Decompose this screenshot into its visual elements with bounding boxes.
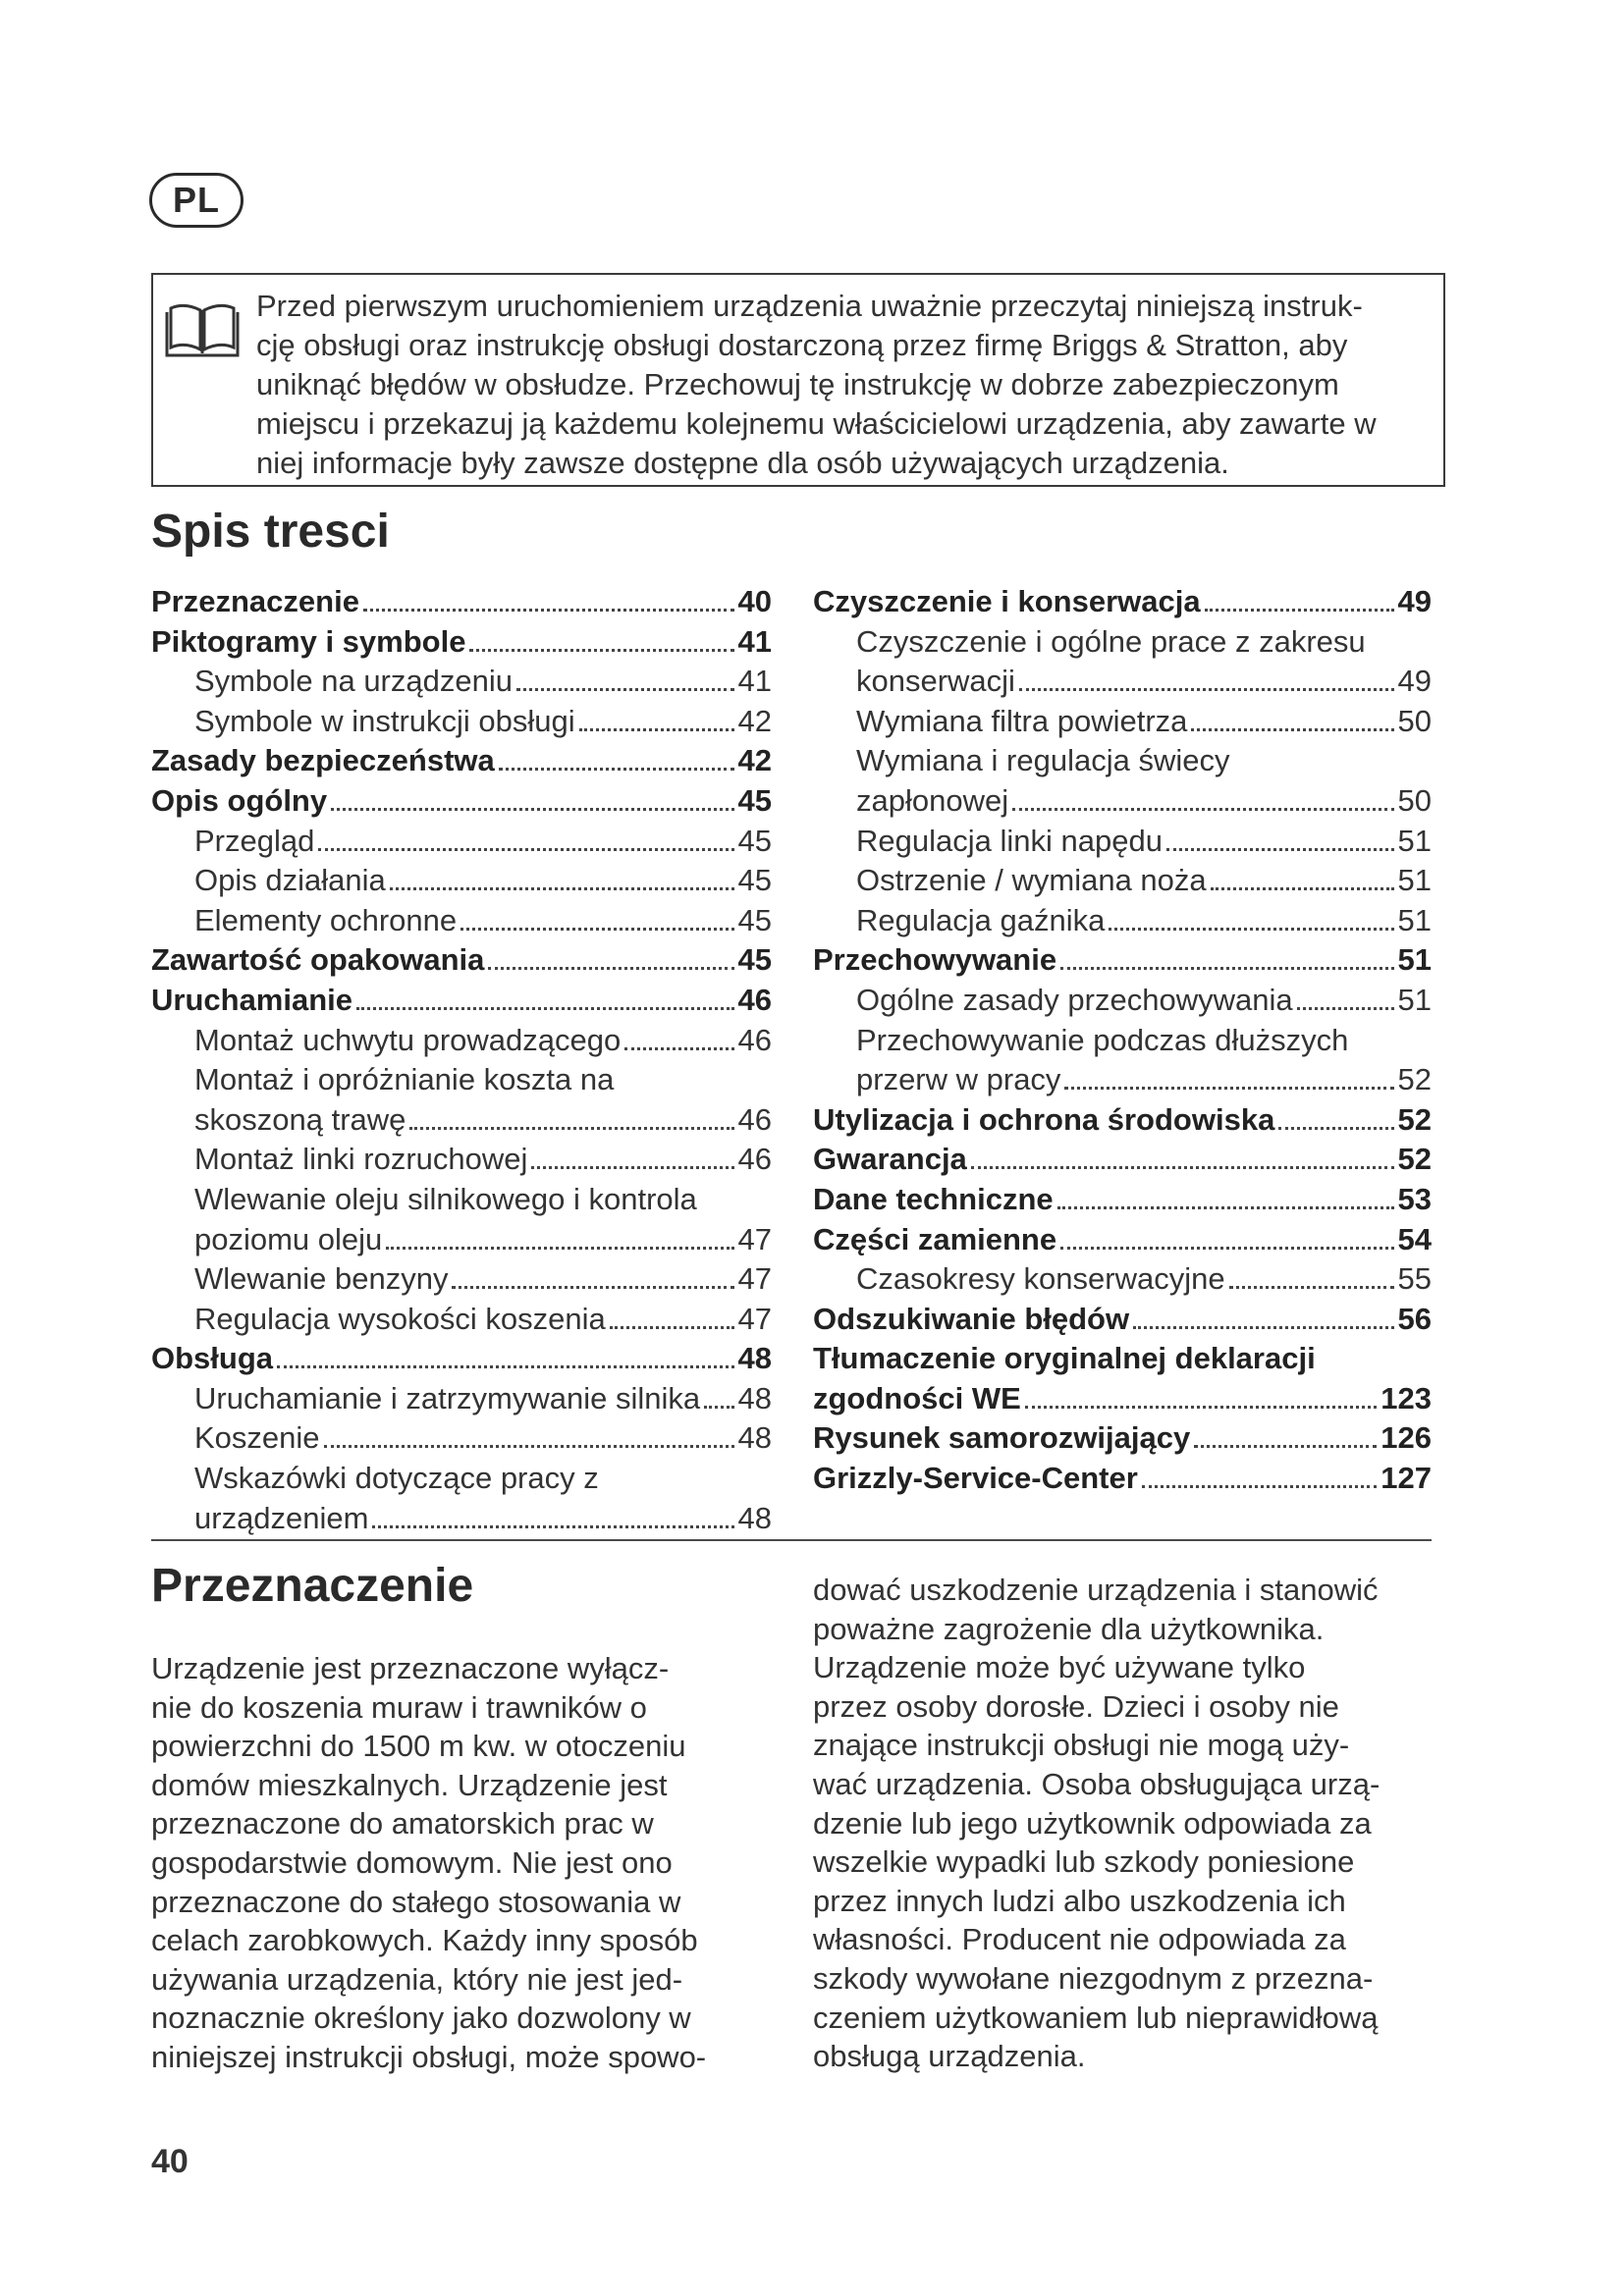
toc-entry-line (813, 1459, 1432, 1499)
toc-entry[interactable] (813, 822, 1432, 862)
toc-entry-title: Czyszczenie i konserwacja (813, 584, 1201, 618)
toc-leader-dots (579, 728, 734, 731)
body-line: używania urządzenia, który nie jest jed- (151, 1961, 683, 1997)
toc-entry-line (194, 1220, 772, 1260)
toc-entry-page: 54 (1397, 1221, 1432, 1256)
toc-leader-dots (1205, 609, 1394, 612)
toc-entry-page: 123 (1380, 1380, 1432, 1415)
toc-leader-dots (460, 928, 733, 931)
body-line: nie do koszenia muraw i trawników o (151, 1689, 647, 1725)
toc-entry-title: urządzeniem (194, 1500, 369, 1535)
toc-entry-line (813, 582, 1432, 622)
toc-entry-title: poziomu oleju (194, 1221, 383, 1256)
toc-entry-title: Gwarancja (813, 1142, 967, 1177)
body-line: obsługą urządzenia. (813, 2039, 1086, 2074)
toc-entry[interactable] (813, 1418, 1432, 1459)
toc-entry-title: Wlewanie oleju silnikowego i kontrola (194, 1181, 697, 1216)
toc-entry-page: 49 (1397, 664, 1432, 699)
toc-entry-line (856, 861, 1432, 901)
section-title: Przeznaczenie (151, 1560, 474, 1612)
toc-entry-title: Koszenie (194, 1420, 320, 1456)
toc-leader-dots (1194, 1445, 1377, 1448)
body-line: wać urządzenia. Osoba obsługująca urzą- (813, 1766, 1380, 1801)
toc-entry[interactable] (151, 1339, 772, 1379)
toc-entry-page: 55 (1397, 1261, 1432, 1297)
toc-leader-dots (390, 887, 734, 890)
toc-entry-title: Rysunek samorozwijający (813, 1420, 1191, 1456)
toc-entry-line (856, 981, 1432, 1021)
toc-leader-dots (1133, 1326, 1393, 1329)
toc-entry-title: Grizzly-Service-Center (813, 1461, 1138, 1496)
notice-text (256, 287, 1435, 483)
toc-leader-dots (1060, 1247, 1393, 1250)
toc-leader-dots (610, 1326, 734, 1329)
toc-entry-page: 51 (1397, 902, 1432, 937)
toc-entry-line (151, 940, 772, 981)
toc-entry-line (151, 781, 772, 822)
toc-entry-line (194, 1418, 772, 1459)
toc-entry-line (856, 662, 1432, 702)
toc-entry-title: Uruchamianie i zatrzymywanie silnika (194, 1380, 701, 1415)
toc-entry-title: Symbole w instrukcji obsługi (194, 703, 575, 738)
toc-entry-line (194, 1300, 772, 1340)
toc-entry[interactable] (813, 1300, 1432, 1340)
body-line: szkody wywołane niezgodnym z przezna- (813, 1960, 1374, 1996)
toc-entry-title: Symbole na urządzeniu (194, 664, 513, 699)
toc-entry-line (194, 1259, 772, 1300)
body-line: Urządzenie może być używane tylko (813, 1650, 1306, 1685)
toc-entry[interactable] (813, 582, 1432, 622)
toc-entry-title: Regulacja linki napędu (856, 823, 1163, 858)
toc-entry-page: 52 (1397, 1062, 1432, 1097)
notice-line: niej informacje były zawsze dostępne dla osób używających urządzenia. (256, 446, 1229, 480)
page-number: 40 (151, 2143, 189, 2180)
toc-entry[interactable] (151, 662, 772, 702)
toc-entry-title: Ostrzenie / wymiana noża (856, 863, 1207, 898)
toc-entry-page: 46 (737, 982, 772, 1017)
body-line: niniejszej instrukcji obsługi, może spowo- (151, 2039, 707, 2074)
toc-leader-dots (1142, 1485, 1377, 1488)
toc-entry[interactable] (813, 1339, 1432, 1418)
toc-entry-page: 53 (1397, 1181, 1432, 1216)
toc-leader-dots (1229, 1286, 1394, 1289)
toc-entry-page: 52 (1397, 1101, 1432, 1137)
toc-entry-title: Czyszczenie i ogólne prace z zakresu (856, 623, 1366, 659)
toc-entry-title: Wymiana filtra powietrza (856, 703, 1188, 738)
toc-entry-line (194, 822, 772, 862)
toc-entry-line (856, 1060, 1432, 1100)
toc-entry-page: 41 (737, 664, 772, 699)
section-body-right (813, 1571, 1432, 2076)
body-line: gospodarstwie domowym. Nie jest ono (151, 1844, 673, 1880)
toc-entry-title: Dane techniczne (813, 1181, 1054, 1216)
toc-entry-page: 47 (737, 1301, 772, 1336)
toc-leader-dots (1297, 1007, 1394, 1010)
body-line: dzenie lub jego użytkownik odpowiada za (813, 1805, 1372, 1841)
toc-entry-page: 46 (737, 1101, 772, 1137)
toc-entry[interactable] (151, 901, 772, 941)
toc-leader-dots (624, 1047, 733, 1050)
body-line: powierzchni do 1500 m kw. w otoczeniu (151, 1729, 686, 1764)
toc-entry-title: Wskazówki dotyczące pracy z (194, 1461, 599, 1496)
body-line: przeznaczone do stałego stosowania w (151, 1884, 681, 1919)
toc-entry-title: Zasady bezpieczeństwa (151, 743, 495, 778)
toc-entry-title: Uruchamianie (151, 982, 353, 1017)
toc-entry-page: 52 (1397, 1142, 1432, 1177)
body-line: własności. Producent nie odpowiada za (813, 1922, 1346, 1957)
toc-leader-dots (372, 1525, 733, 1528)
body-line: czeniem użytkowaniem lub nieprawidłową (813, 2000, 1379, 2035)
toc-entry-page: 127 (1380, 1461, 1432, 1496)
body-line: wszelkie wypadki lub szkody poniesione (813, 1844, 1355, 1880)
toc-entry-title: Utylizacja i ochrona środowiska (813, 1101, 1275, 1137)
toc-entry-line (194, 861, 772, 901)
toc-entry-page: 42 (737, 703, 772, 738)
toc-entry-title: konserwacji (856, 664, 1015, 699)
section-divider (151, 1539, 1432, 1541)
notice-line: uniknąć błędów w obsłudze. Przechowuj tę instrukcję w dobrze zabezpieczonym (256, 367, 1339, 401)
toc-entry-title: Montaż uchwytu prowadzącego (194, 1022, 622, 1057)
toc-leader-dots (324, 1445, 734, 1448)
toc-entry-page: 56 (1397, 1301, 1432, 1336)
toc-entry-line (813, 1140, 1432, 1180)
toc-entry-page: 45 (737, 823, 772, 858)
toc-entry-page: 51 (1397, 823, 1432, 858)
toc-entry-title: Montaż linki rozruchowej (194, 1142, 528, 1177)
toc-entry[interactable] (151, 622, 772, 663)
body-line: Urządzenie jest przeznaczone wyłącz- (151, 1651, 670, 1685)
toc-entry-line (194, 1140, 772, 1180)
toc-entry-title: Opis ogólny (151, 782, 328, 818)
toc-entry-line (151, 582, 772, 622)
toc-leader-dots (1019, 688, 1394, 691)
toc-entry-line (194, 901, 772, 941)
toc-entry-line (813, 1180, 1432, 1220)
toc-leader-dots (971, 1166, 1394, 1169)
toc-leader-dots (318, 848, 733, 851)
toc-entry[interactable] (813, 861, 1432, 901)
toc-entry-title: przerw w pracy (856, 1062, 1061, 1097)
toc-entry[interactable] (813, 1220, 1432, 1260)
section-body-left (151, 1649, 760, 2077)
toc-entry-title: Montaż i opróżnianie koszta na (194, 1062, 615, 1097)
toc-entry-page: 49 (1397, 584, 1432, 618)
toc-leader-dots (386, 1247, 733, 1250)
toc-entry-line (856, 901, 1432, 941)
toc-entry[interactable] (813, 1021, 1432, 1100)
toc-entry[interactable] (151, 582, 772, 622)
toc-entry-page: 45 (737, 863, 772, 898)
toc-right-column (813, 582, 1432, 1499)
toc-entry[interactable] (813, 702, 1432, 742)
notice-line: miejscu i przekazuj ją każdemu kolejnemu właścicielowi urządzenia, aby zawarte w (256, 406, 1377, 441)
toc-entry-line (813, 1100, 1432, 1141)
toc-entry[interactable] (813, 1140, 1432, 1180)
toc-entry[interactable] (151, 1060, 772, 1140)
toc-entry[interactable] (813, 1459, 1432, 1499)
toc-entry-line (194, 1100, 772, 1141)
toc-entry-line (856, 1259, 1432, 1300)
toc-entry-page: 46 (737, 1142, 772, 1177)
notice-line: cję obsługi oraz instrukcję obsługi dostarczoną przez firmę Briggs & Stratton, aby (256, 328, 1348, 362)
body-line: przez osoby dorosłe. Dzieci i osoby nie (813, 1688, 1339, 1724)
toc-entry-line (194, 662, 772, 702)
toc-leader-dots (1012, 808, 1393, 811)
toc-entry-page: 51 (1397, 942, 1432, 978)
book-icon (163, 298, 242, 361)
toc-entry-title: zgodności WE (813, 1380, 1021, 1415)
toc-entry-line (151, 741, 772, 781)
toc-entry-line (194, 1499, 772, 1539)
toc-leader-dots (1211, 887, 1394, 890)
toc-entry-line (151, 622, 772, 663)
toc-entry-title: Przegląd (194, 823, 315, 858)
toc-entry-line (813, 1300, 1432, 1340)
toc-entry[interactable] (813, 1180, 1432, 1220)
toc-leader-dots (488, 967, 733, 970)
toc-leader-dots (516, 688, 734, 691)
read-instructions-notice (151, 273, 1445, 487)
toc-entry-title: Przeznaczenie (151, 584, 359, 618)
toc-left-column (151, 582, 772, 1538)
toc-entry-title: Piktogramy i symbole (151, 623, 466, 659)
toc-entry[interactable] (813, 981, 1432, 1021)
toc-entry-page: 48 (737, 1380, 772, 1415)
toc-entry[interactable] (151, 822, 772, 862)
toc-entry[interactable] (813, 940, 1432, 981)
toc-entry[interactable] (151, 981, 772, 1021)
toc-entry-title: Przechowywanie (813, 942, 1057, 978)
toc-entry[interactable] (151, 1021, 772, 1061)
toc-entry-page: 45 (737, 902, 772, 937)
toc-entry-page: 46 (737, 1022, 772, 1057)
toc-entry-page: 50 (1397, 703, 1432, 738)
toc-entry-page: 45 (737, 942, 772, 978)
toc-entry-title: Elementy ochronne (194, 902, 458, 937)
toc-leader-dots (1109, 928, 1393, 931)
toc-entry[interactable] (151, 702, 772, 742)
toc-entry[interactable] (151, 1300, 772, 1340)
toc-leader-dots (1191, 728, 1393, 731)
toc-entry-page: 45 (737, 782, 772, 818)
toc-entry-title: Regulacja wysokości koszenia (194, 1301, 606, 1336)
body-line: przez innych ludzi albo uszkodzenia ich (813, 1883, 1346, 1918)
toc-entry[interactable] (151, 1418, 772, 1459)
toc-leader-dots (1064, 1087, 1393, 1090)
toc-entry-line (856, 822, 1432, 862)
toc-leader-dots (531, 1166, 733, 1169)
body-line: przeznaczone do amatorskich prac w (151, 1806, 654, 1842)
toc-entry-page: 47 (737, 1221, 772, 1256)
toc-entry-title: Wlewanie benzyny (194, 1261, 449, 1297)
toc-entry-line (813, 1418, 1432, 1459)
toc-entry-page: 47 (737, 1261, 772, 1297)
toc-entry[interactable] (813, 1259, 1432, 1300)
toc-entry-page: 51 (1397, 863, 1432, 898)
toc-entry-page: 48 (737, 1420, 772, 1456)
toc-entry[interactable] (151, 1140, 772, 1180)
toc-leader-dots (704, 1406, 733, 1409)
toc-entry[interactable] (813, 622, 1432, 702)
language-badge: PL (149, 173, 244, 228)
toc-leader-dots (1060, 967, 1393, 970)
toc-entry-title: Przechowywanie podczas dłuższych (856, 1022, 1349, 1057)
toc-entry-title: Obsługa (151, 1341, 274, 1376)
toc-entry-page: 41 (737, 623, 772, 659)
body-line: znające instrukcji obsługi nie mogą uży- (813, 1728, 1350, 1763)
toc-entry[interactable] (151, 781, 772, 822)
toc-entry-line (194, 1021, 772, 1061)
toc-entry-page: 42 (737, 743, 772, 778)
toc-entry-page: 51 (1397, 982, 1432, 1017)
body-line: noznacznie określony jako dozwolony w (151, 2001, 691, 2036)
toc-entry-line (813, 1379, 1432, 1419)
toc-entry-title: Odszukiwanie błędów (813, 1301, 1130, 1336)
body-line: dować uszkodzenie urządzenia i stanowić (813, 1573, 1379, 1607)
toc-entry[interactable] (151, 940, 772, 981)
toc-entry-title: Opis działania (194, 863, 386, 898)
toc-entry[interactable] (813, 1100, 1432, 1141)
toc-leader-dots (1278, 1127, 1393, 1130)
toc-entry-line (813, 940, 1432, 981)
toc-leader-dots (499, 768, 734, 771)
toc-leader-dots (452, 1286, 733, 1289)
toc-entry-title: zapłonowej (856, 782, 1009, 818)
toc-leader-dots (356, 1007, 734, 1010)
toc-entry-line (856, 781, 1432, 822)
toc-heading: Spis tresci (151, 506, 390, 558)
body-line: poważne zagrożenie dla użytkownika. (813, 1611, 1325, 1646)
toc-entry[interactable] (813, 901, 1432, 941)
toc-entry[interactable] (151, 1180, 772, 1259)
toc-leader-dots (1025, 1406, 1377, 1409)
body-line: celach zarobkowych. Każdy inny sposób (151, 1923, 698, 1958)
toc-leader-dots (1166, 848, 1394, 851)
toc-entry-page: 40 (737, 584, 772, 618)
toc-entry-page: 48 (737, 1341, 772, 1376)
toc-entry-line (856, 702, 1432, 742)
toc-leader-dots (469, 649, 733, 652)
toc-leader-dots (409, 1127, 733, 1130)
toc-entry[interactable] (151, 741, 772, 781)
toc-entry-line (813, 1220, 1432, 1260)
toc-entry-title: Części zamienne (813, 1221, 1057, 1256)
toc-entry-title: skoszoną trawę (194, 1101, 406, 1137)
toc-entry-page: 50 (1397, 782, 1432, 818)
toc-entry-line (194, 702, 772, 742)
body-line: domów mieszkalnych. Urządzenie jest (151, 1767, 668, 1802)
toc-entry-line (194, 1379, 772, 1419)
toc-entry-line (151, 1339, 772, 1379)
toc-leader-dots (1057, 1206, 1394, 1209)
toc-entry-page: 48 (737, 1500, 772, 1535)
toc-entry[interactable] (813, 741, 1432, 821)
toc-entry-title: Ogólne zasady przechowywania (856, 982, 1293, 1017)
toc-entry-title: Tłumaczenie oryginalnej deklaracji (813, 1341, 1316, 1376)
toc-entry-title: Zawartość opakowania (151, 942, 485, 978)
toc-entry-page: 126 (1380, 1420, 1432, 1456)
toc-entry[interactable] (151, 1459, 772, 1538)
toc-entry-line (151, 981, 772, 1021)
toc-entry-title: Regulacja gaźnika (856, 902, 1106, 937)
toc-leader-dots (363, 609, 734, 612)
toc-leader-dots (277, 1365, 734, 1368)
notice-line: Przed pierwszym uruchomieniem urządzenia uważnie przeczytaj niniejszą instruk- (256, 289, 1363, 323)
toc-entry-title: Wymiana i regulacja świecy (856, 743, 1230, 778)
toc-entry[interactable] (151, 1379, 772, 1419)
toc-leader-dots (331, 808, 733, 811)
toc-entry-title: Czasokresy konserwacyjne (856, 1261, 1225, 1297)
toc-entry[interactable] (151, 1259, 772, 1300)
toc-entry[interactable] (151, 861, 772, 901)
